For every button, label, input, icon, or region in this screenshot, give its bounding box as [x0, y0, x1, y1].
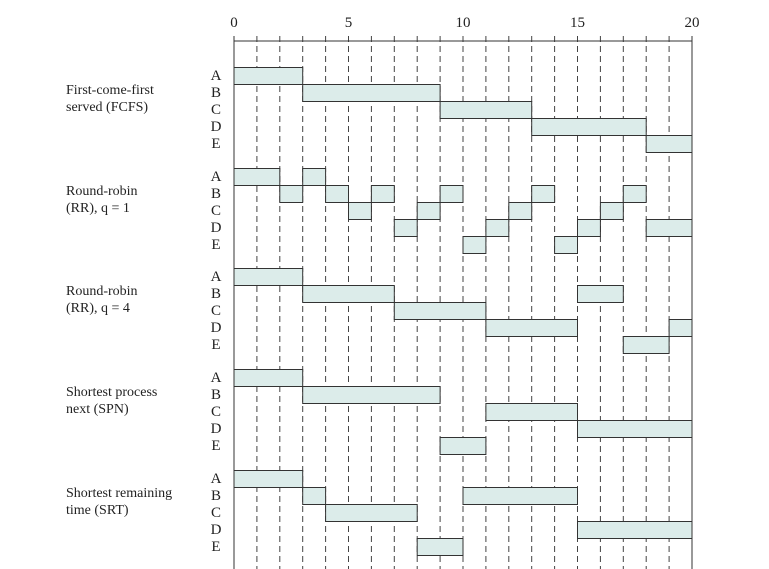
execution-bar-b — [280, 186, 303, 203]
process-label-a: A — [210, 471, 222, 487]
policy-label-line: (RR), q = 4 — [66, 301, 130, 316]
process-label-e: E — [211, 438, 221, 454]
execution-bar-c — [440, 102, 532, 119]
execution-bar-d — [578, 220, 601, 237]
execution-bar-a — [234, 169, 280, 186]
process-label-a: A — [210, 68, 222, 84]
execution-bar-c — [349, 203, 372, 220]
execution-bar-e — [623, 337, 669, 354]
process-label-d: D — [210, 522, 222, 538]
execution-bar-d — [578, 522, 693, 539]
process-label-e: E — [211, 237, 221, 253]
axis-tick-label: 15 — [570, 15, 585, 31]
execution-bar-e — [463, 237, 486, 254]
process-label-c: C — [210, 505, 222, 521]
execution-bar-d — [532, 119, 647, 136]
policy-label-line: Shortest process — [66, 385, 158, 400]
process-label-a: A — [210, 169, 222, 185]
axis-tick-label: 0 — [230, 15, 238, 31]
execution-bar-a — [234, 68, 303, 85]
execution-bar-c — [394, 303, 486, 320]
execution-bar-b — [326, 186, 349, 203]
process-label-c: C — [210, 303, 222, 319]
process-label-b: B — [210, 186, 222, 202]
axis-tick-label: 10 — [455, 15, 471, 31]
execution-bar-a — [234, 471, 303, 488]
policy-label-line: Shortest remaining — [66, 486, 173, 501]
policy-label-line: Round-robin — [66, 284, 138, 299]
execution-bar-b — [371, 186, 394, 203]
execution-bar-b — [623, 186, 646, 203]
process-label-d: D — [210, 421, 222, 437]
process-label-d: D — [210, 220, 222, 236]
execution-bar-b — [532, 186, 555, 203]
policy-label-line: (RR), q = 1 — [66, 201, 130, 216]
axis-tick-label: 5 — [344, 15, 353, 31]
process-label-c: C — [210, 102, 222, 118]
execution-bar-e — [440, 438, 486, 455]
execution-bar-e — [555, 237, 578, 254]
process-label-e: E — [211, 136, 221, 152]
execution-bar-e — [417, 539, 463, 556]
process-label-a: A — [210, 370, 222, 386]
execution-bar-a — [234, 269, 303, 286]
policy-label-line: First-come-first — [66, 83, 154, 98]
process-label-b: B — [210, 488, 222, 504]
execution-bar-d — [486, 320, 578, 337]
execution-bar-b — [440, 186, 463, 203]
process-label-a: A — [210, 269, 222, 285]
execution-bar-d — [578, 421, 693, 438]
execution-bar-e — [646, 136, 692, 153]
execution-bar-b — [303, 387, 440, 404]
execution-bar-d — [646, 220, 692, 237]
process-label-d: D — [210, 320, 222, 336]
process-label-b: B — [210, 85, 222, 101]
process-label-b: B — [210, 387, 222, 403]
execution-bar-b — [303, 488, 326, 505]
policy-label-line: next (SPN) — [66, 402, 129, 417]
process-label-e: E — [211, 337, 221, 353]
execution-bar-c — [417, 203, 440, 220]
policy-label-line: Round-robin — [66, 184, 138, 199]
execution-bar-b — [303, 85, 440, 102]
policy-label-line: time (SRT) — [66, 503, 129, 518]
execution-bar-c — [486, 404, 578, 421]
process-label-c: C — [210, 404, 222, 420]
execution-bar-b — [303, 286, 395, 303]
process-label-c: C — [210, 203, 222, 219]
execution-bar-d — [394, 220, 417, 237]
execution-bar-c — [509, 203, 532, 220]
execution-bar-b — [463, 488, 578, 505]
axis-tick-label: 20 — [684, 15, 700, 31]
execution-bar-a — [234, 370, 303, 387]
execution-bar-d — [669, 320, 692, 337]
process-label-b: B — [210, 286, 222, 302]
execution-bar-a — [303, 169, 326, 186]
process-label-d: D — [210, 119, 222, 135]
process-label-e: E — [211, 539, 221, 555]
execution-bar-c — [600, 203, 623, 220]
execution-bar-c — [326, 505, 418, 522]
execution-bar-d — [486, 220, 509, 237]
execution-bar-b — [578, 286, 624, 303]
policy-label-line: served (FCFS) — [66, 100, 149, 115]
